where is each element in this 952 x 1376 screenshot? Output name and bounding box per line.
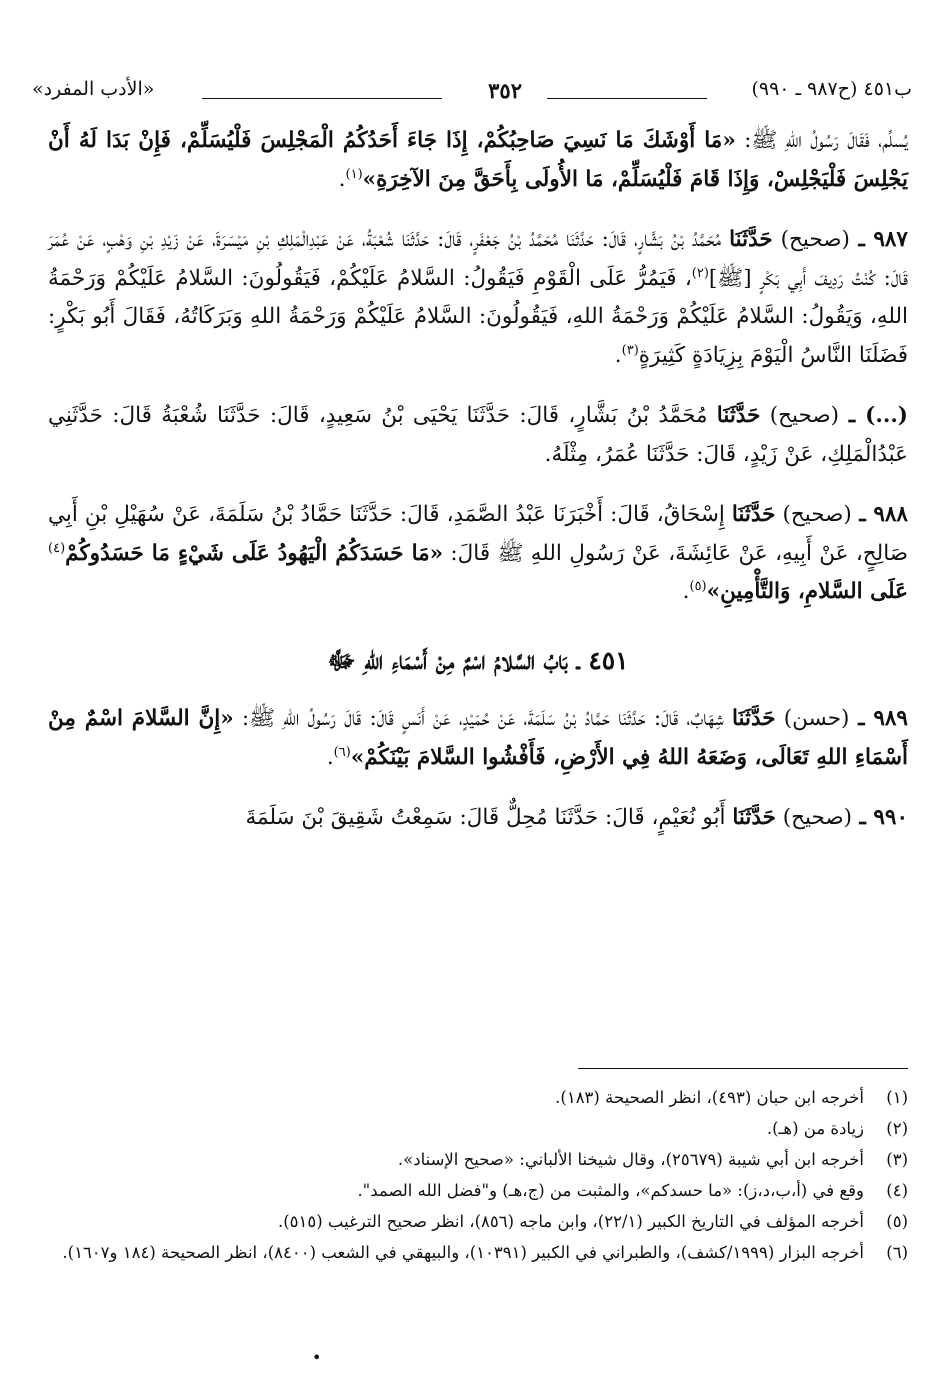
- hadith-text: شِهَابٌ، قَالَ: حَدَّثَنَا حَمَّادُ بْنُ سَلَمَةَ، عَنْ حُمَيْدٍ، عَنْ أَنَسٍ قَالَ: قَالَ رَسُولُ اللهِ ﷺ:: [233, 706, 732, 731]
- print-mark: •: [312, 1348, 322, 1367]
- footnote: [48, 1206, 908, 1237]
- hadith-989: [48, 700, 908, 777]
- footnote-text: وقع في (أ،ب،د،ز): «ما حسدكم»، والمثبت من (ج،هـ) و"فضل الله الصمد".: [357, 1181, 864, 1200]
- hadith-text: ، فَيَمُرُّ عَلَى الْقَوْمِ فَيَقُولُ: السَّلامُ عَلَيْكُمْ، فَيَقُولُونَ: السَّلامُ عَلَيْكُمْ وَرَحْمَةُ اللهِ، وَيَقُولُ: السَّلامُ عَلَيْكُمْ وَرَحْمَةُ اللهِ، فَيَقُولُونَ: السَّلامُ عَلَيْكُمْ وَرَحْمَةُ اللهِ وَبَرَكَاتُهُ، فَقَالَ أَبُو بَكْرٍ: فَضَلَنَا النَّاسُ الْيَوْمَ بِزِيَادَةٍ كَثِيرَةٍ: [48, 265, 908, 368]
- prophetic-saying: «مَا حَسَدَكُمُ الْيَهُودُ عَلَى شَيْءٍ مَا حَسَدُوكُمْ: [65, 540, 444, 566]
- header-book-title: «الأدب المفرد»: [32, 78, 155, 100]
- footnote: [48, 1144, 908, 1175]
- footnote-text: أخرجه البزار (١٩٩٩/كشف)، والطبراني في الكبير (١٠٣٩١)، والبيهقي في الشعب (٨٤٠٠)، انظر الصحيحة (١٨٤ و١٦٠٧).: [62, 1243, 864, 1262]
- footnote-number: (٦): [886, 1243, 908, 1262]
- footnote-text: أخرجه المؤلف في التاريخ الكبير (٢٢/١)، وابن ماجه (٨٥٦)، انظر صحيح الترغيب (٥١٥).: [277, 1212, 864, 1231]
- page-header: [32, 78, 912, 112]
- hadith-text: إِسْحَاقُ، قَالَ: أَخْبَرَنَا عَبْدُ الصَّمَدِ، قَالَ: حَدَّثَنَا حَمَّادُ بْنُ سَلَمَةَ، عَنْ سُهَيْلِ بْنِ أَبِي صَالِحٍ، عَنْ أَبِيهِ، عَنْ عَائِشَةَ، عَنْ رَسُولِ اللهِ ﷺ قَالَ:: [48, 502, 909, 566]
- narration-keyword: حَدَّثَنَا: [731, 502, 776, 527]
- paragraph-end: .: [326, 744, 334, 770]
- hadith-number: ٩٨٨ ـ: [851, 502, 908, 527]
- prophetic-saying: عَلَى السَّلامِ، وَالتَّأْمِينِ»: [706, 579, 908, 604]
- prophetic-saying: «مَا أَوْشَكَ مَا نَسِيَ صَاحِبُكُمْ، إِذَا جَاءَ أَحَدُكُمُ الْمَجْلِسَ فَلْيُسَلِّمْ، فَإِنْ بَدَا لَهُ أَنْ يَجْلِسَ فَلْيَجْلِسْ، وَإِذَا قَامَ فَلْيُسَلِّمْ، مَا الأُولَى بِأَحَقَّ مِنَ الآخِرَةِ»: [48, 128, 908, 192]
- narration-keyword: حَدَّثَنَا: [732, 706, 776, 731]
- header-hadith-range: ب٤٥١ (ح٩٨٧ ـ ٩٩٠): [751, 78, 912, 100]
- narration-keyword: حَدَّثَنَا: [729, 227, 773, 252]
- footnote: [48, 1175, 908, 1206]
- hadith-988: [48, 496, 908, 612]
- footnote-number: (٣): [886, 1150, 908, 1169]
- hadith-grade: (صحيح): [775, 502, 852, 527]
- paragraph-continuation: [48, 122, 908, 199]
- header-rule-right: [547, 98, 707, 99]
- hadith-987-variant: [48, 397, 908, 474]
- header-rule-left: [202, 98, 442, 99]
- footnote-number: (١): [886, 1088, 908, 1107]
- footnote-ref: (١): [345, 166, 363, 182]
- paragraph-end: .: [338, 166, 346, 192]
- prophetic-saying: «إِنَّ السَّلامَ اسْمٌ مِنْ أَسْمَاءِ اللهِ تَعَالَى، وَضَعَهُ اللهُ فِي الأَرْضِ، فَأَفْشُوا السَّلامَ بَيْنَكُمْ»: [48, 706, 908, 770]
- paragraph-end: .: [614, 342, 622, 368]
- paragraph-text: يُسلِّم، فَقَالَ رَسُولُ اللهِ ﷺ:: [735, 128, 909, 153]
- narration-keyword: حَدَّثَنَا: [716, 403, 761, 428]
- hadith-grade: (صحيح): [772, 227, 850, 252]
- hadith-number: ٩٩٠ ـ: [852, 805, 908, 830]
- hadith-990: [48, 799, 908, 838]
- footnotes: [48, 1082, 908, 1268]
- hadith-grade: (صحيح): [760, 403, 839, 428]
- chapter-heading: ٤٥١ ـ بَابُ السَّلامُ اسْمٌ مِنْ أَسْمَاءِ اللهِ ﷻ: [327, 645, 629, 675]
- hadith-text: أَبُو نُعَيْمٍ، قَالَ: حَدَّثَنَا مُحِلٌّ قَالَ: سَمِعْتُ شَقِيقَ بْنَ سَلَمَةَ: [245, 805, 733, 830]
- narration-keyword: حَدَّثَنَا: [732, 805, 776, 830]
- footnote-ref: (٦): [333, 744, 351, 760]
- hadith-text: مُحَمَّدُ بْنُ بَشَّارٍ، قَالَ: حَدَّثَنَا يَحْيَى بْنُ سَعِيدٍ، قَالَ: حَدَّثَنَا شُعْبَةُ قَالَ: حَدَّثَنِي عَبْدُالْمَلِكِ، عَنْ زَيْدٍ، قَالَ: حَدَّثَنَا عُمَرُ، مِثْلَهُ.: [48, 403, 908, 467]
- hadith-number: ٩٨٧ ـ: [849, 227, 908, 252]
- hadith-text: مُحَمَّدُ بْنُ بَشَّارٍ، قَالَ: حَدَّثَنَا مُحَمَّدُ بْنُ جَعْفَرٍ، قَالَ: حَدَّثَنَا شُعْبَةُ، عَنْ عَبْدِالْمَلِكِ بْنِ مَيْسَرَةَ، عَنْ زَيْدِ بْنِ وَهْبٍ، عَنْ عُمَرَ قَالَ: كُنْتُ رَدِيفَ أَبِي بَكْرٍ [ﷺ]: [48, 227, 908, 291]
- footnote-text: أخرجه ابن أبي شيبة (٢٥٦٧٩)، وقال شيخنا الألباني: «صحيح الإسناد».: [397, 1150, 864, 1169]
- hadith-grade: (صحيح): [775, 805, 853, 830]
- footnote-ref: (٤): [48, 540, 66, 556]
- footnote-text: أخرجه ابن حبان (٤٩٣)، انظر الصحيحة (١٨٣).: [555, 1088, 864, 1107]
- footnote: [48, 1237, 908, 1268]
- hadith-number: (...) ـ: [838, 403, 908, 428]
- footnote-number: (٢): [886, 1119, 908, 1138]
- hadith-number: ٩٨٩ ـ: [849, 706, 908, 731]
- footnote-ref: (٣): [621, 342, 639, 358]
- main-text: [48, 122, 908, 860]
- footnote-text: زيادة من (هـ).: [766, 1119, 864, 1138]
- hadith-grade: (حسن): [775, 706, 850, 731]
- footnote: [48, 1113, 908, 1144]
- page-number: ٣٥٢: [488, 78, 522, 103]
- footnote-ref: (٥): [689, 578, 707, 594]
- hadith-987: [48, 221, 908, 375]
- footnote-number: (٤): [886, 1181, 908, 1200]
- footnote-number: (٥): [886, 1212, 908, 1231]
- footnote-separator: [578, 1068, 908, 1069]
- footnote: [48, 1082, 908, 1113]
- paragraph-end: .: [682, 579, 690, 604]
- footnote-ref: (٢): [691, 265, 709, 281]
